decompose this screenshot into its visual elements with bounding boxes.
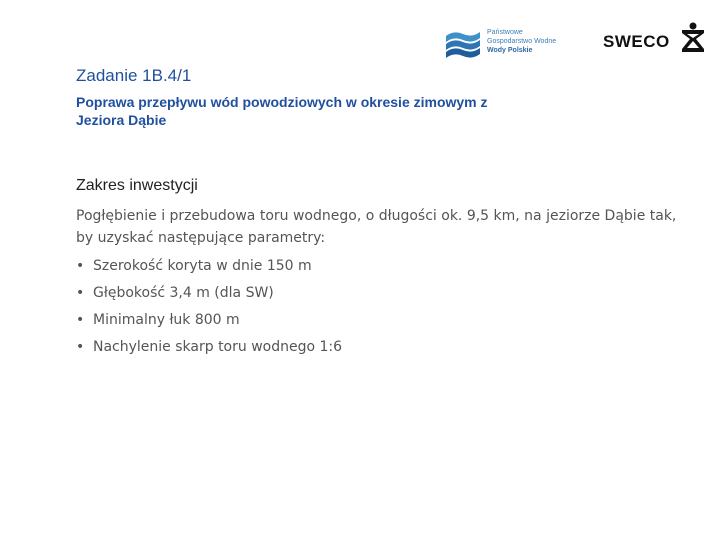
task-subtitle: Poprawa przepływu wód powodziowych w okresie zimowym z Jeziora Dąbie <box>76 94 488 128</box>
section-heading: Zakres inwestycji <box>76 177 198 194</box>
list-item-text: Szerokość koryta w dnie 150 m <box>93 258 312 274</box>
bullet-icon: • <box>76 312 85 328</box>
pgw-logo-line-3: Wody Polskie <box>487 47 533 54</box>
bullet-icon: • <box>76 258 85 274</box>
sweco-figure-icon <box>679 22 707 54</box>
sweco-logo <box>603 22 707 56</box>
pgw-logo-text <box>487 28 556 55</box>
list-item-text: Głębokość 3,4 m (dla SW) <box>93 285 274 301</box>
scope-intro-paragraph: Pogłębienie i przebudowa toru wodnego, o długości ok. 9,5 km, na jeziorze Dąbie tak, by uzyskać następujące parametry: <box>76 208 677 246</box>
water-waves-icon <box>444 26 482 62</box>
bullet-icon: • <box>76 285 85 301</box>
pgw-logo-line-2: Gospodarstwo Wodne <box>487 38 557 45</box>
list-item-text: Minimalny łuk 800 m <box>93 312 240 328</box>
parameters-list <box>76 253 342 361</box>
sweco-wordmark: SWECO <box>603 32 670 51</box>
pgw-wody-polskie-logo <box>444 24 557 64</box>
list-item-text: Nachylenie skarp toru wodnego 1:6 <box>93 339 343 355</box>
list-item <box>76 307 342 334</box>
list-item <box>76 253 342 280</box>
task-title: Zadanie 1B.4/1 <box>76 66 192 85</box>
list-item <box>76 334 342 361</box>
pgw-logo-line-1: Państwowe <box>487 29 523 36</box>
list-item <box>76 280 342 307</box>
bullet-icon: • <box>76 339 85 355</box>
